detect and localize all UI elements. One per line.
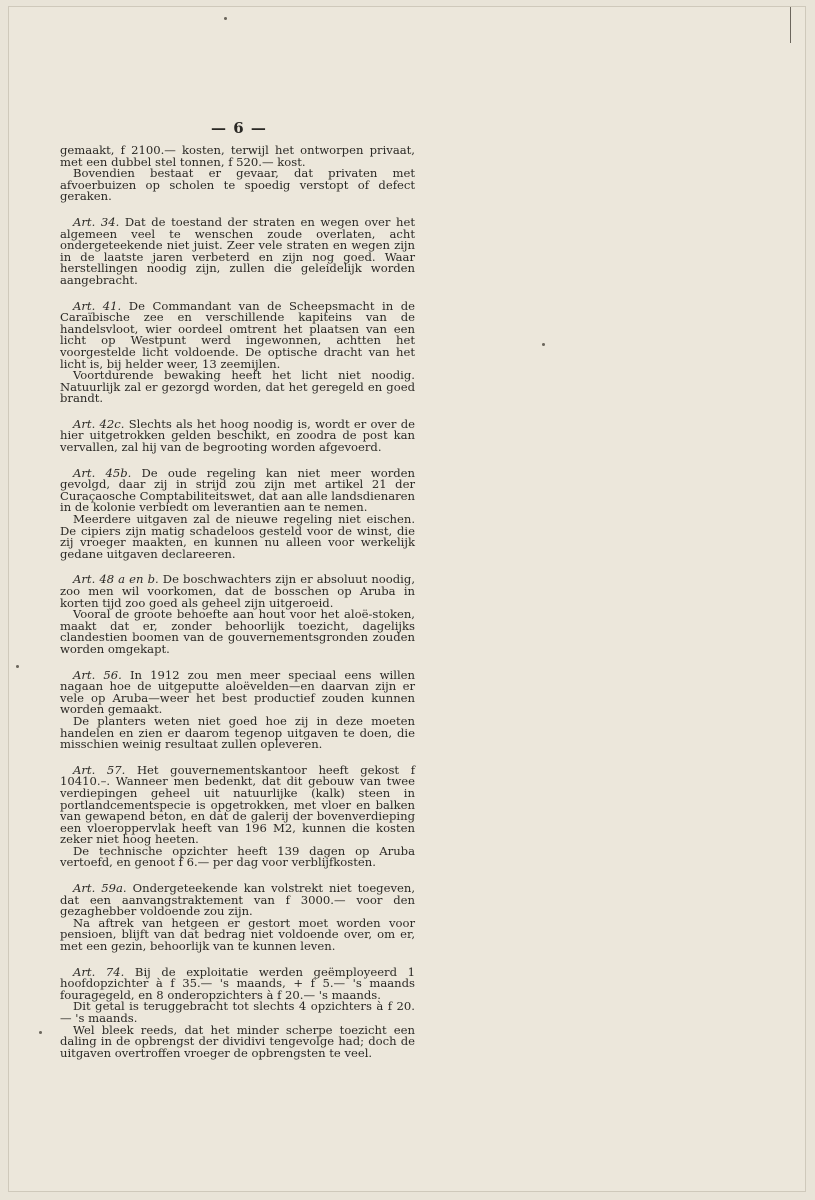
article-section: [60, 214, 416, 287]
article-paragraph: [60, 762, 415, 847]
article-paragraph: [60, 713, 415, 752]
article-paragraph: [60, 915, 415, 954]
article-label: Art. 59a.: [73, 881, 127, 896]
article-label: Art. 74.: [73, 964, 125, 979]
article-text: Voortdurende bewaking heeft het licht niet noodig. Natuurlijk zal er gezorgd worden, dat het geregeld en goed brandt.: [60, 368, 415, 406]
article-label: Art. 45b.: [73, 465, 132, 480]
article-text: De technische opzichter heeft 139 dagen op Aruba vertoefd, en genoot f 6.— per dag voor verblijfkosten.: [60, 843, 415, 870]
article-paragraph: [60, 883, 415, 918]
page-number: — 6 —: [211, 119, 267, 137]
paragraph: Bovendien bestaat er gevaar, dat privaten met afvoerbuizen op scholen te spoedig verstopt of defect geraken.: [60, 166, 415, 204]
article-text: Na aftrek van hetgeen er gestort moet worden voor pensioen, blijft van dat bedrag niet voldoende over, om er, met een gezin, behoorlijk van te kunnen leven.: [60, 915, 415, 954]
opening-section: [60, 145, 415, 203]
article-paragraph: [60, 416, 415, 455]
article-label: Art. 34.: [73, 214, 120, 229]
article-label: Art. 56.: [73, 667, 122, 682]
article-text: De planters weten niet goed hoe zij in deze moeten handelen en zien er daarom tegenop uitgaven te doen, die misschien weinig resultaat zullen opleveren.: [60, 713, 415, 752]
article-text: Bij de exploitatie werden geëmployeerd 1 hoofdopzichter à f 35.— 's maands, + f 5.— 's maands fouragegeld, en 8 onderopzichters à f 20.— 's maands.: [60, 964, 416, 1002]
speck: [39, 1031, 42, 1034]
article-paragraph: [60, 964, 416, 1002]
article-section: [60, 964, 416, 1060]
speck: [224, 17, 227, 20]
article-label: Art. 57.: [73, 762, 126, 777]
article-text: Meerdere uitgaven zal de nieuwe regeling niet eischen. De cipiers zijn matig schadeloos gesteld voor de winst, die zij vroeger maakten, en kunnen nu alleen voor werkelijk gedane uitgaven declareeren.: [60, 512, 415, 561]
article-text: Dit getal is teruggebracht tot slechts 4 opzichters à f 20.— 's maands.: [60, 999, 415, 1025]
article-section: [60, 762, 415, 870]
article-text: Wel bleek reeds, dat het minder scherpe toezicht een daling in de opbrengst der dividivi tengevolge had; doch de uitgaven overtroffen vroeger de opbrengsten te veel.: [60, 1022, 415, 1060]
article-paragraph: [60, 214, 416, 287]
article-label: Art. 42c.: [73, 416, 125, 431]
articles-list: [60, 214, 416, 1060]
article-paragraph: [60, 574, 415, 609]
speck: [542, 343, 545, 346]
article-text: Ondergeteekende kan volstrekt niet toegeven, dat een aanvangstraktement van f 3000.— voor den gezaghebber voldoende zou zijn.: [60, 881, 416, 919]
article-paragraph: [60, 609, 415, 655]
article-text: Het gouvernementskantoor heeft gekost f 10410.–. Wanneer men bedenkt, dat dit gebouw van twee verdiepingen geheel uit natuurlijke (kalk) steen in portlandcementspecie is opgetrokken, met vloer en balken van gewapend beton, en dat de galerij der bovenverdieping een vloeroppervlak heeft van 196 M2, kunnen die kosten zeker niet hoog heeten.: [60, 762, 415, 847]
article-section: [60, 298, 416, 406]
article-text: Dat de toestand der straten en wegen over het algemeen veel te wenschen zoude overlaten, acht ondergeteekende niet juist. Zeer vele straten en wegen zijn in de laatste jaren verbeterd en zijn nog goed. Waar herstellingen noodig zijn, zullen die geleidelijk worden aangebracht.: [60, 214, 416, 287]
speck: [16, 665, 19, 668]
article-section: [60, 667, 415, 752]
article-paragraph: [60, 514, 415, 560]
body-text: [60, 145, 415, 1059]
article-paragraph: [60, 843, 415, 870]
article-text: De boschwachters zijn er absoluut noodig, zoo men wil voorkomen, dat de bosschen op Aruba in korten tijd zoo goed als geheel zijn uitgeroeid.: [60, 572, 416, 610]
article-section: [60, 883, 415, 953]
article-text: De Commandant van de Scheepsmacht in de Caraïbische zee en verschillende kapiteins van de handelsvloot, wier oordeel omtrent het plaatsen van een licht op Westpunt werd ingewonnen, achtten het voorgestelde licht voldoende. De optische dracht van het licht is, bij helder weer, 13 zeemijlen.: [60, 298, 416, 371]
article-label: Art. 41.: [73, 298, 122, 313]
article-paragraph: [60, 1022, 415, 1060]
corner-mark: [784, 7, 791, 43]
article-section: [60, 465, 416, 561]
article-label: Art. 48 a en b.: [73, 572, 159, 587]
article-text: Slechts als het hoog noodig is, wordt er over de hier uitgetrokken gelden beschikt, en zoodra de post kan vervallen, zal hij van de begrooting worden afgevoerd.: [60, 416, 415, 455]
article-text: De oude regeling kan niet meer worden gevolgd, daar zij in strijd zou zijn met artikel 21 der Curaçaosche Comptabiliteitswet, dat aan alle landsdienaren in de kolonie verbiedt om leverantien aan te nemen.: [60, 465, 416, 515]
article-paragraph: [60, 1001, 415, 1024]
article-section: [60, 416, 415, 455]
paragraph: gemaakt, f 2100.— kosten, terwijl het ontworpen privaat, met een dubbel stel tonnen, f 520.— kost.: [60, 143, 415, 169]
article-paragraph: [60, 465, 416, 515]
article-section: [60, 574, 415, 655]
article-text: In 1912 zou men meer speciaal eens willen nagaan hoe de uitgeputte aloëvelden—en daarvan zijn er vele op Aruba—weer het best productief zouden kunnen worden gemaakt.: [60, 667, 415, 717]
article-text: Vooral de groote behoefte aan hout voor het aloë-stoken, maakt dat er, zonder behoorlijk toezicht, dagelijks clandestien boomen van de gouvernementsgronden zouden worden omgekapt.: [60, 607, 415, 656]
article-paragraph: [60, 370, 415, 405]
article-paragraph: [60, 298, 416, 371]
article-paragraph: [60, 667, 415, 717]
document-page: [8, 6, 806, 1192]
